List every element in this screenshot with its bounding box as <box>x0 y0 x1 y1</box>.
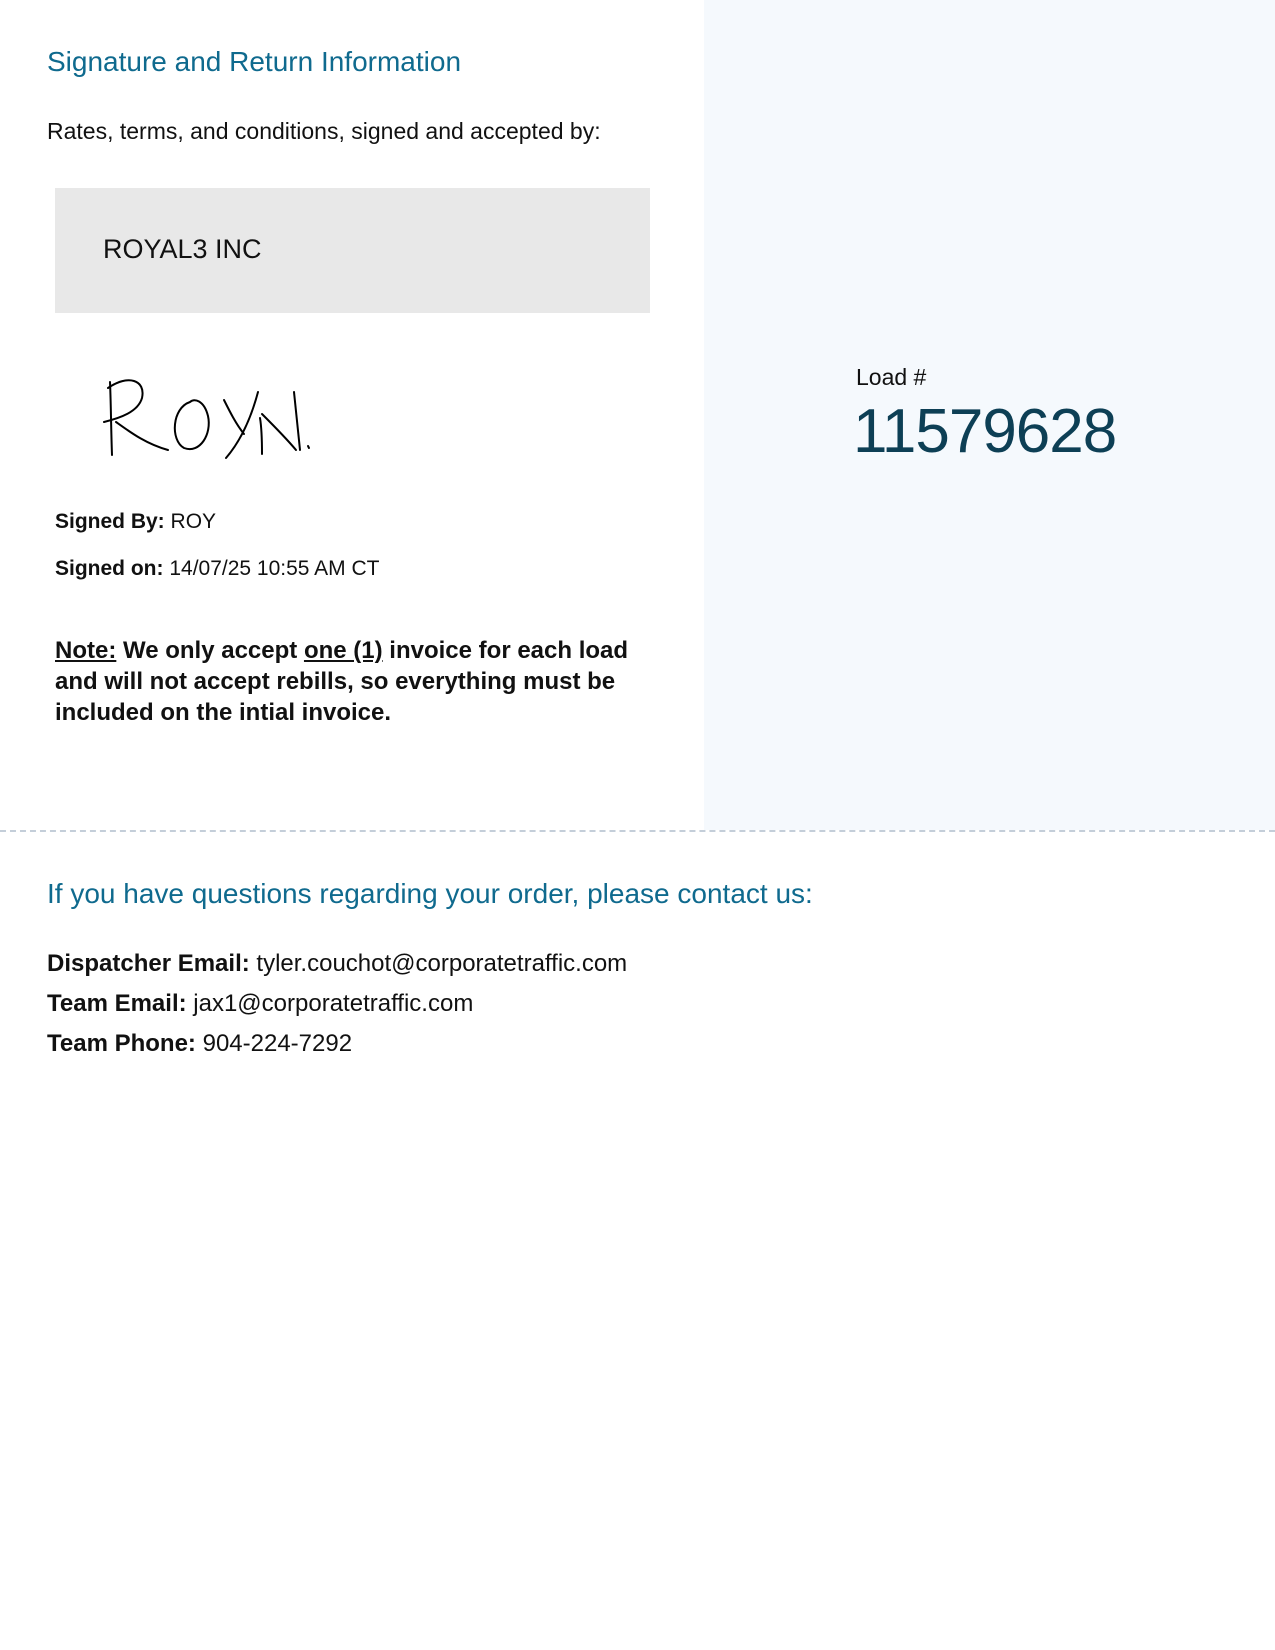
note-part2: invoice for each load and will not accept rebills, so everything must be included on the intial invoice. <box>55 637 629 726</box>
team-email-label: Team Email: <box>47 990 187 1017</box>
team-phone-value[interactable]: 904-224-7292 <box>202 1030 353 1057</box>
signed-on-label: Signed on: <box>55 557 164 580</box>
load-number: 11579628 <box>853 397 1117 466</box>
team-phone-line <box>47 1030 352 1058</box>
acceptance-intro: Rates, terms, and conditions, signed and accepted by: <box>47 118 601 144</box>
signature-section-title: Signature and Return Information <box>47 46 462 77</box>
signed-on <box>55 557 379 581</box>
note-emphasis: one (1) <box>303 637 383 664</box>
load-label: Load # <box>856 364 927 390</box>
carrier-box <box>55 188 650 313</box>
note-label: Note: <box>55 637 117 664</box>
handwritten-signature <box>90 370 330 470</box>
signed-by <box>55 510 216 534</box>
section-divider <box>0 830 1275 832</box>
dispatcher-email-label: Dispatcher Email: <box>47 950 250 977</box>
contact-section-title: If you have questions regarding your order, please contact us: <box>47 878 813 909</box>
note-part1: We only accept <box>123 637 298 664</box>
signed-by-value: ROY <box>170 510 217 533</box>
invoice-note <box>55 635 645 728</box>
team-phone-label: Team Phone: <box>47 1030 196 1057</box>
team-email-line <box>47 990 473 1018</box>
signed-on-value: 14/07/25 10:55 AM CT <box>169 557 380 580</box>
dispatcher-email-line <box>47 950 627 978</box>
signed-by-label: Signed By: <box>55 510 165 533</box>
dispatcher-email-link[interactable]: tyler.couchot@corporatetraffic.com <box>256 950 628 977</box>
carrier-name: ROYAL3 INC <box>103 234 262 264</box>
team-email-link[interactable]: jax1@corporatetraffic.com <box>193 990 474 1017</box>
